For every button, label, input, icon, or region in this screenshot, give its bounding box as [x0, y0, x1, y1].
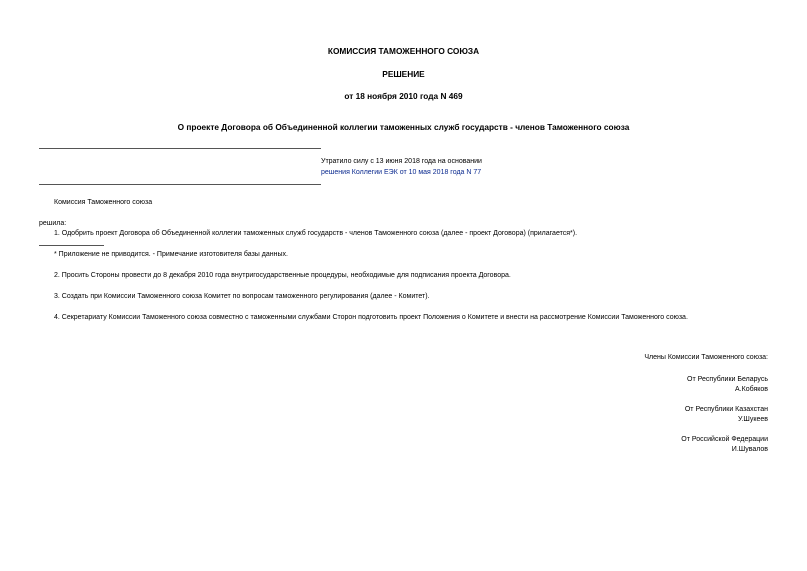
divider-top	[39, 148, 321, 149]
footnote-rule	[39, 245, 104, 246]
item-3: 3. Создать при Комиссии Таможенного союза Комитет по вопросам таможенного регулирования (далее - Комитет).	[54, 293, 430, 300]
signature-country: От Российской Федерации	[681, 436, 768, 443]
signature-name: У.Шукеев	[737, 416, 768, 423]
org-title: КОМИССИЯ ТАМОЖЕННОГО СОЮЗА	[327, 46, 480, 56]
signature-country: От Республики Беларусь	[687, 376, 768, 383]
signature-name: И.Шувалов	[731, 446, 768, 453]
doc-title: О проекте Договора об Объединенной коллегии таможенных служб государств - членов Таможенного союза	[177, 122, 630, 132]
signature-country: От Республики Казахстан	[684, 406, 768, 413]
footnote: * Приложение не приводится. - Примечание изготовителя базы данных.	[54, 251, 288, 258]
status-note: Утратило силу с 13 июня 2018 года на основании	[321, 158, 482, 165]
item-2: 2. Просить Стороны провести до 8 декабря 2010 года внутригосударственные процедуры, необходимые для подписания проекта Договора.	[54, 272, 511, 279]
item-1: 1. Одобрить проект Договора об Объединенной коллегии таможенных служб государств - членов Таможенного союза (далее - проект Договора) (прилагается*).	[54, 230, 578, 237]
doc-date-number: от 18 ноября 2010 года N 469	[344, 91, 463, 101]
item-4: 4. Секретариату Комиссии Таможенного союза совместно с таможенными службами Сторон подготовить проект Положения о Комитете и внести на рассмотрение Комиссии Таможенного союза.	[54, 314, 688, 321]
doc-type: РЕШЕНИЕ	[382, 69, 425, 79]
intro-text: Комиссия Таможенного союза	[54, 199, 153, 206]
divider-bottom	[39, 184, 321, 185]
signature-name: А.Кобяков	[735, 386, 768, 393]
signatures-heading: Члены Комиссии Таможенного союза:	[644, 354, 768, 361]
status-note-link[interactable]: решения Коллегии ЕЭК от 10 мая 2018 года N 77	[321, 169, 482, 176]
decided-label: решила:	[39, 220, 67, 227]
